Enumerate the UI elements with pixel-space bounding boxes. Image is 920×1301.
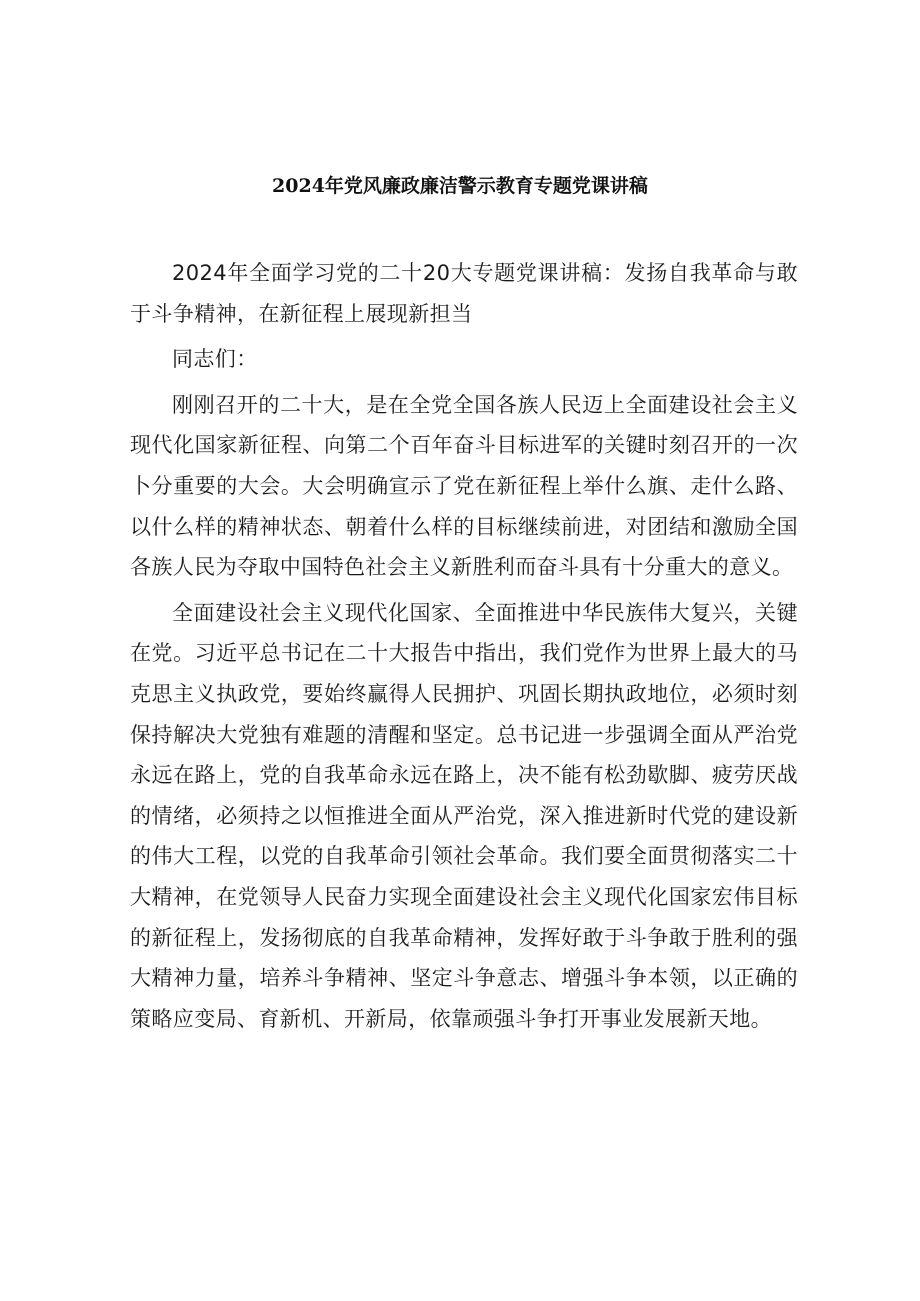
salutation: 同志们： bbox=[172, 347, 258, 372]
document-body bbox=[130, 253, 798, 1044]
speech-subtitle: 2024年全面学习党的二十20大专题党课讲稿：发扬自我革命与敢于斗争精神，在新征程上展现新担当 bbox=[130, 261, 798, 326]
paragraph-1: 刚刚召开的二十大，是在全党全国各族人民迈上全面建设社会主义现代化国家新征程、向第二个百年奋斗目标进军的关键时刻召开的一次卜分重要的大会。大会明确宣示了党在新征程上举什么旗、走什么路、以什么样的精神状态、朝着什么样的目标继续前进，对团结和激励全国各族人民为夺取中国特色社会主义新胜利而奋斗具有十分重大的意义。 bbox=[130, 392, 798, 580]
document-title: 2024年党风廉政廉洁警示教育专题党课讲稿 bbox=[272, 175, 648, 197]
paragraph-2: 全面建设社会主义现代化国家、全面推进中华民族伟大复兴，关键在党。习近平总书记在二十大报告中指出，我们党作为世界上最大的马克思主义执政党，要始终赢得人民拥护、巩固长期执政地位，必须时刻保持解决大党独有难题的清醒和坚定。总书记进一步强调全面从严治党永远在路上，党的自我革命永远在路上，决不能有松劲歇脚、疲劳厌战的情绪，必须持之以恒推进全面从严治党，深入推进新时代党的建设新的伟大工程，以党的自我革命引领社会革命。我们要全面贯彻落实二十大精神，在党领导人民奋力实现全面建设社会主义现代化国家宏伟目标的新征程上，发扬彻底的自我革命精神，发挥好敢于斗争敢于胜利的强大精神力量，培养斗争精神、坚定斗争意志、增强斗争本领，以正确的策略应变局、育新机、开新局，依靠顽强斗争打开事业发展新天地。 bbox=[130, 600, 798, 1031]
